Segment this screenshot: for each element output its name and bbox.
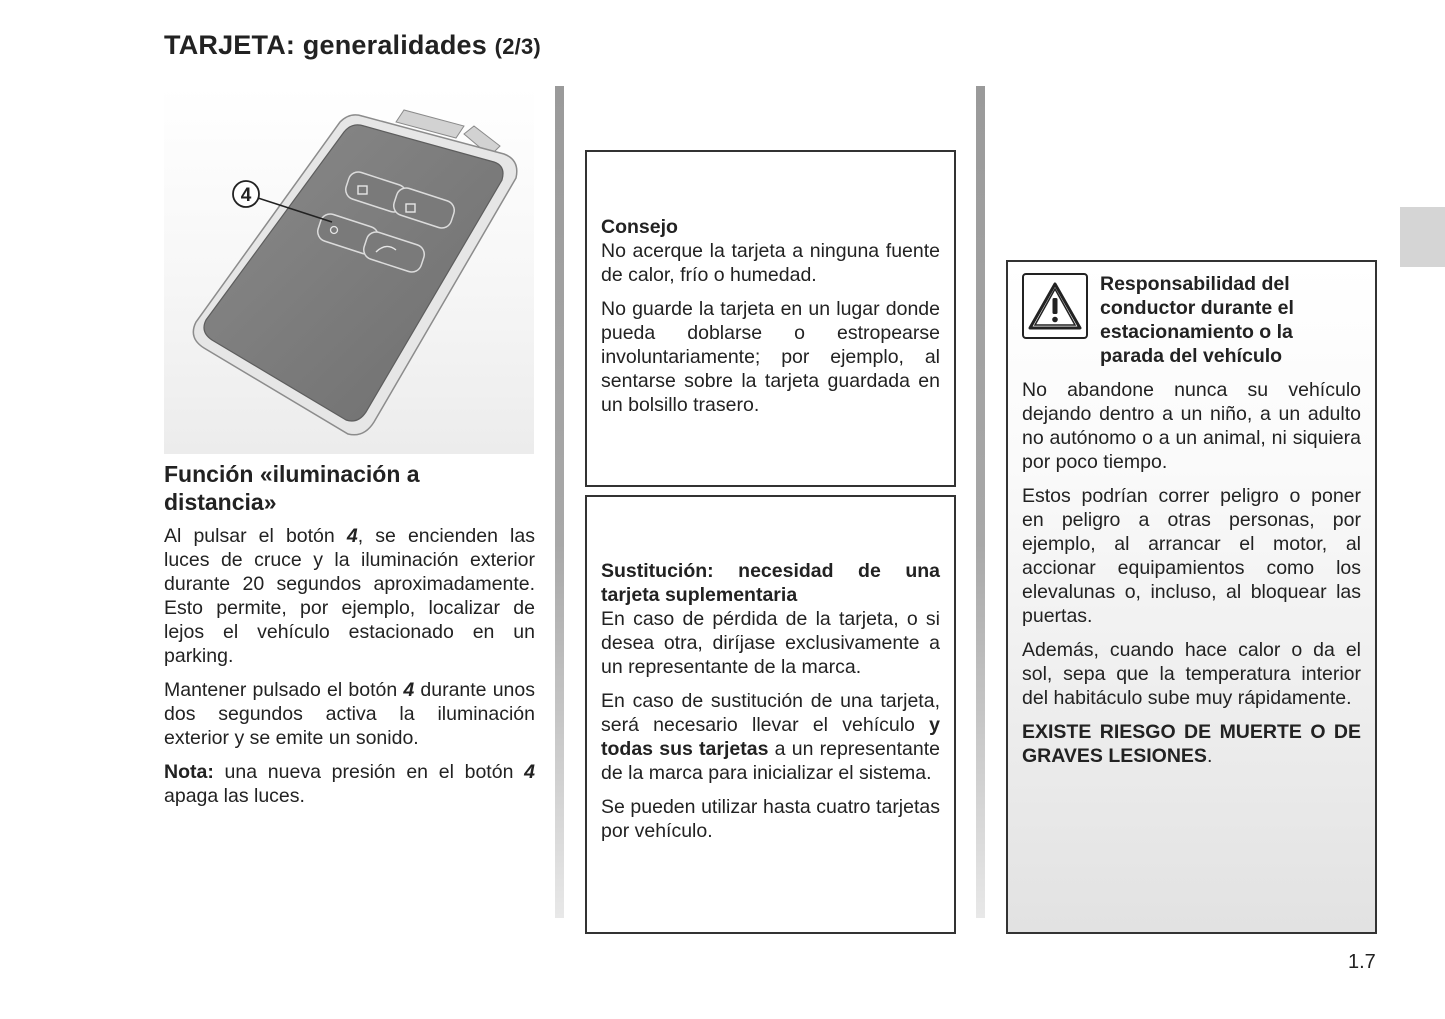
column-divider [555,86,564,918]
paragraph-2: Mantener pulsado el botón 4 durante unos dos segundos activa la iluminación exterior y se emite un sonido. [164,679,535,749]
left-column [164,460,535,818]
section-heading: Función «iluminación a distancia» [164,461,420,515]
page-title [164,30,541,61]
replacement-heading: Sustitución: necesidad de una tarjeta suplementaria [601,560,940,606]
title-main: TARJETA: generalidades [164,30,487,60]
warning-paragraph-1: No abandone nunca su vehículo dejando dentro a un niño, a un adulto no autónomo o a un animal, ni siquiera por poco tiempo. [1022,379,1361,473]
callout-label: 4 [240,185,252,206]
advice-heading: Consejo [601,216,678,238]
warning-triangle-icon [1022,273,1088,339]
warning-paragraph-4: EXISTE RIESGO DE MUERTE O DE GRAVES LESIONES. [1022,721,1361,767]
advice-paragraph-1: No acerque la tarjeta a ninguna fuente de calor, frío o humedad. [601,240,940,286]
note-paragraph: Nota: una nueva presión en el botón 4 apaga las luces. [164,761,535,807]
replacement-box [585,495,956,934]
chapter-tab [1400,207,1445,267]
title-part: (2/3) [494,34,541,59]
replacement-paragraph-1: En caso de pérdida de la tarjeta, o si desea otra, diríjase exclusivamente a un representante de la marca. [601,608,940,678]
column-divider [976,86,985,918]
replacement-paragraph-2: En caso de sustitución de una tarjeta, será necesario llevar el vehículo y todas sus tarjetas a un representante de la marca para inicializar el sistema. [601,690,940,784]
keycard-illustration [164,86,534,454]
warning-paragraph-3: Además, cuando hace calor o da el sol, sepa que la temperatura interior del habitáculo sube muy rápidamente. [1022,639,1361,709]
advice-box [585,150,956,487]
warning-box [1006,260,1377,934]
paragraph-1: Al pulsar el botón 4, se encienden las luces de cruce y la iluminación exterior durante 20 segundos aproximadamente. Esto permite, por ejemplo, localizar de lejos el vehículo estacionado en un parking. [164,525,535,667]
page-number: 1.7 [1348,951,1376,973]
advice-paragraph-2: No guarde la tarjeta en un lugar donde pueda doblarse o estropearse involuntariamente; por ejemplo, al sentarse sobre la tarjeta guardada en un bolsillo trasero. [601,298,940,416]
replacement-paragraph-3: Se pueden utilizar hasta cuatro tarjetas por vehículo. [601,796,940,842]
warning-paragraph-2: Estos podrían correr peligro o poner en peligro a otras personas, por ejemplo, al arrancar el motor, al accionar equipamientos como los elevalunas o, incluso, al bloquear las puertas. [1022,485,1361,627]
warning-heading: Responsabilidad del conductor durante el estacionamiento o la parada del vehículo [1100,273,1294,367]
